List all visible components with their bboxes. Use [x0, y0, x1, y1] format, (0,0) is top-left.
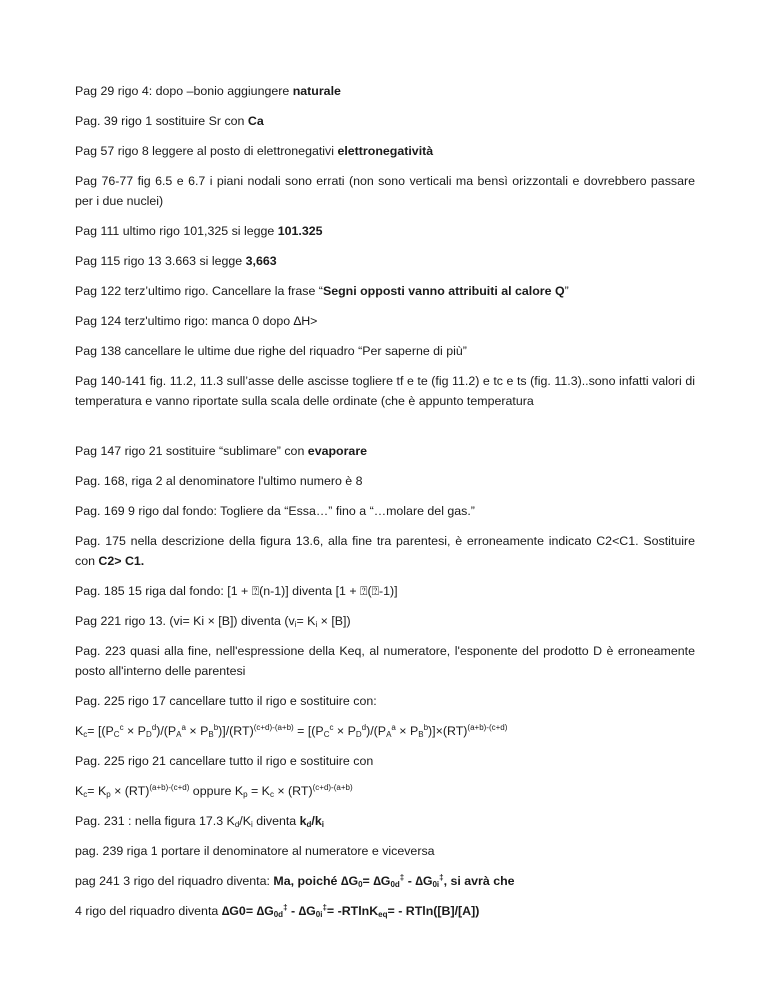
text-segment: = [(P — [293, 724, 324, 738]
text-segment: Pag. 185 15 riga dal fondo: [1 + ⍰(n-1)] diventa [1 + ⍰(⍰-1)] — [75, 584, 398, 598]
text-segment: Pag 140-141 fig. 11.2, 11.3 sull’asse delle ascisse togliere tf e te (fig 11.2) e tc e ts (fig. 11.3)..sono infatti valori di temperatura e vanno riportate sulla scala delle ordinate (che è appunto temperatura — [75, 374, 695, 408]
text-segment: = -RTlnK — [326, 904, 379, 918]
text-segment: ” — [564, 284, 569, 298]
text-segment: i — [321, 820, 324, 829]
errata-line — [75, 642, 695, 681]
text-segment: - ∆G — [287, 904, 316, 918]
text-segment: (c+d)-(a+b) — [253, 723, 294, 732]
errata-line — [75, 692, 695, 712]
text-segment: d — [151, 723, 157, 732]
text-segment: × P — [123, 724, 146, 738]
text-segment: Pag 76-77 fig 6.5 e 6.7 i piani nodali sono errati (non sono verticali ma bensì orizzontali e dovrebbero passare per i due nuclei) — [75, 174, 695, 208]
text-segment: Pag 29 rigo 4: dopo –bonio aggiungere — [75, 84, 293, 98]
errata-line — [75, 312, 695, 332]
text-segment: × P — [185, 724, 209, 738]
text-segment: 0i — [432, 880, 440, 889]
errata-line — [75, 442, 695, 462]
text-segment: C — [113, 730, 120, 739]
text-segment: Pag. 168, riga 2 al denominatore l'ultimo numero è 8 — [75, 474, 363, 488]
errata-line — [75, 222, 695, 242]
text-segment: Pag. 169 9 rigo dal fondo: Togliere da “Essa…” fino a “…molare del gas.” — [75, 504, 475, 518]
text-segment: c — [329, 723, 334, 732]
text-segment: D — [145, 730, 152, 739]
errata-line — [75, 812, 695, 832]
text-segment: Pag. 231 : nella figura 17.3 K — [75, 814, 235, 828]
text-segment: Pag 111 ultimo rigo 101,325 si legge — [75, 224, 278, 238]
text-segment: 0d — [390, 880, 400, 889]
text-segment: i — [315, 620, 318, 629]
errata-line — [75, 372, 695, 411]
text-segment: C2> C1. — [98, 553, 145, 568]
text-segment: Pag 138 cancellare le ultime due righe del riquadro “Per saperne di più” — [75, 344, 467, 358]
text-segment: × (RT) — [273, 784, 313, 798]
text-segment: a — [391, 723, 396, 732]
text-segment: Pag. 225 rigo 21 cancellare tutto il rigo e sostituire con — [75, 754, 374, 768]
text-segment: × (RT) — [110, 784, 150, 798]
text-segment: )]/(RT) — [218, 724, 254, 738]
text-segment: ‡ — [399, 873, 405, 882]
text-segment: ‡ — [283, 903, 288, 912]
text-segment: = [(P — [87, 724, 114, 738]
text-segment: K — [75, 784, 84, 798]
text-segment: Pag 124 terz'ultimo rigo: manca 0 dopo ∆H> — [75, 314, 318, 328]
text-segment: 0d — [273, 910, 284, 919]
text-segment: Pag 115 rigo 13 3.663 si legge — [75, 254, 246, 268]
text-segment: × [B]) — [317, 614, 351, 628]
errata-line — [75, 282, 695, 302]
text-segment: Pag 122 terz’ultimo rigo. Cancellare la frase “ — [75, 284, 323, 298]
text-segment: c — [119, 723, 124, 732]
errata-line — [75, 252, 695, 272]
text-segment: - ∆G — [404, 874, 433, 888]
text-segment: = K — [247, 784, 270, 798]
text-segment: ∆G0= ∆G — [221, 904, 274, 918]
errata-formula — [75, 722, 695, 742]
text-segment: b — [213, 723, 219, 732]
text-segment: d — [234, 820, 240, 829]
text-segment: evaporare — [307, 444, 368, 458]
text-segment: c — [269, 790, 274, 799]
errata-line — [75, 342, 695, 362]
text-segment: 0 — [358, 880, 363, 889]
text-segment: i — [294, 620, 297, 629]
errata-line — [75, 472, 695, 492]
errata-line — [75, 172, 695, 211]
text-segment: )]×(RT) — [428, 724, 468, 738]
text-segment: Segni opposti vanno attribuiti al calore Q — [322, 284, 565, 298]
text-segment: oppure K — [189, 784, 244, 798]
text-segment: Pag 147 rigo 21 sostituire “sublimare” con — [75, 444, 308, 458]
text-segment: p — [243, 790, 248, 799]
text-segment: = K — [296, 614, 316, 628]
text-segment: pag 241 3 rigo del riquadro diventa: — [75, 874, 274, 888]
text-segment: ‡ — [322, 903, 327, 912]
text-segment: p — [106, 790, 111, 799]
text-segment: d — [361, 723, 367, 732]
errata-formula — [75, 782, 695, 802]
text-segment: )/(P — [366, 724, 387, 738]
text-segment: = ∆G — [362, 874, 391, 888]
text-segment: Pag 221 rigo 13. (vi= Ki × [B]) diventa (v — [75, 614, 295, 628]
text-segment: 0i — [315, 910, 323, 919]
text-segment: D — [355, 730, 362, 739]
text-segment: d — [306, 820, 312, 829]
text-segment: /K — [239, 814, 251, 828]
text-segment: )/(P — [156, 724, 177, 738]
text-segment: K — [75, 724, 84, 738]
text-segment: A — [386, 730, 392, 739]
text-segment: (a+b)-(c+d) — [467, 723, 508, 732]
errata-line — [75, 142, 695, 162]
text-segment: diventa — [252, 814, 300, 828]
text-segment: naturale — [292, 84, 341, 98]
text-segment: k — [299, 814, 307, 828]
text-segment: pag. 239 riga 1 portare il denominatore al numeratore e viceversa — [75, 844, 435, 858]
text-segment: eq — [378, 910, 388, 919]
text-segment: (c+d)-(a+b) — [312, 783, 353, 792]
errata-line — [75, 902, 695, 922]
text-segment: Pag. 39 rigo 1 sostituire Sr con — [75, 114, 248, 128]
errata-line — [75, 752, 695, 772]
text-segment: × P — [333, 724, 356, 738]
errata-line — [75, 532, 695, 571]
text-segment: = K — [87, 784, 107, 798]
text-segment: Pag. 223 quasi alla fine, nell'espressione della Keq, al numeratore, l'esponente del prodotto D è erroneamente posto all'interno delle parentesi — [75, 644, 695, 678]
text-segment: B — [418, 730, 424, 739]
errata-line — [75, 842, 695, 862]
text-segment: c — [83, 790, 88, 799]
text-segment: 3,663 — [245, 254, 277, 268]
text-segment: i — [251, 820, 253, 829]
text-segment: Pag. 225 rigo 17 cancellare tutto il rigo e sostituire con: — [75, 694, 377, 708]
errata-line — [75, 582, 695, 602]
errata-line — [75, 82, 695, 102]
text-segment: Ca — [247, 114, 264, 128]
text-segment: a — [181, 723, 186, 732]
text-segment: C — [323, 730, 330, 739]
text-segment: ‡ — [439, 873, 444, 882]
text-segment: c — [83, 730, 88, 739]
text-segment: A — [176, 730, 182, 739]
text-segment: elettronegatività — [337, 144, 434, 158]
errata-line — [75, 612, 695, 632]
text-segment: B — [208, 730, 214, 739]
text-segment: Pag 57 rigo 8 leggere al posto di elettronegativi — [75, 144, 338, 158]
errata-line — [75, 502, 695, 522]
text-segment: /k — [311, 814, 322, 828]
errata-line — [75, 112, 695, 132]
text-segment: 101.325 — [277, 224, 323, 238]
text-segment: b — [423, 723, 429, 732]
text-segment: = - RTln([B]/[A]) — [387, 904, 480, 918]
text-segment: Ma, poiché ∆G — [273, 874, 359, 888]
text-segment: , si avrà che — [443, 874, 515, 888]
text-segment: 4 rigo del riquadro diventa — [75, 904, 222, 918]
errata-line — [75, 872, 695, 892]
text-segment: × P — [395, 724, 419, 738]
text-segment: (a+b)-(c+d) — [149, 783, 190, 792]
text-segment: Pag. 175 nella descrizione della figura 13.6, alla fine tra parentesi, è erroneamente indicato C2<C1. Sostituire con — [75, 534, 695, 568]
